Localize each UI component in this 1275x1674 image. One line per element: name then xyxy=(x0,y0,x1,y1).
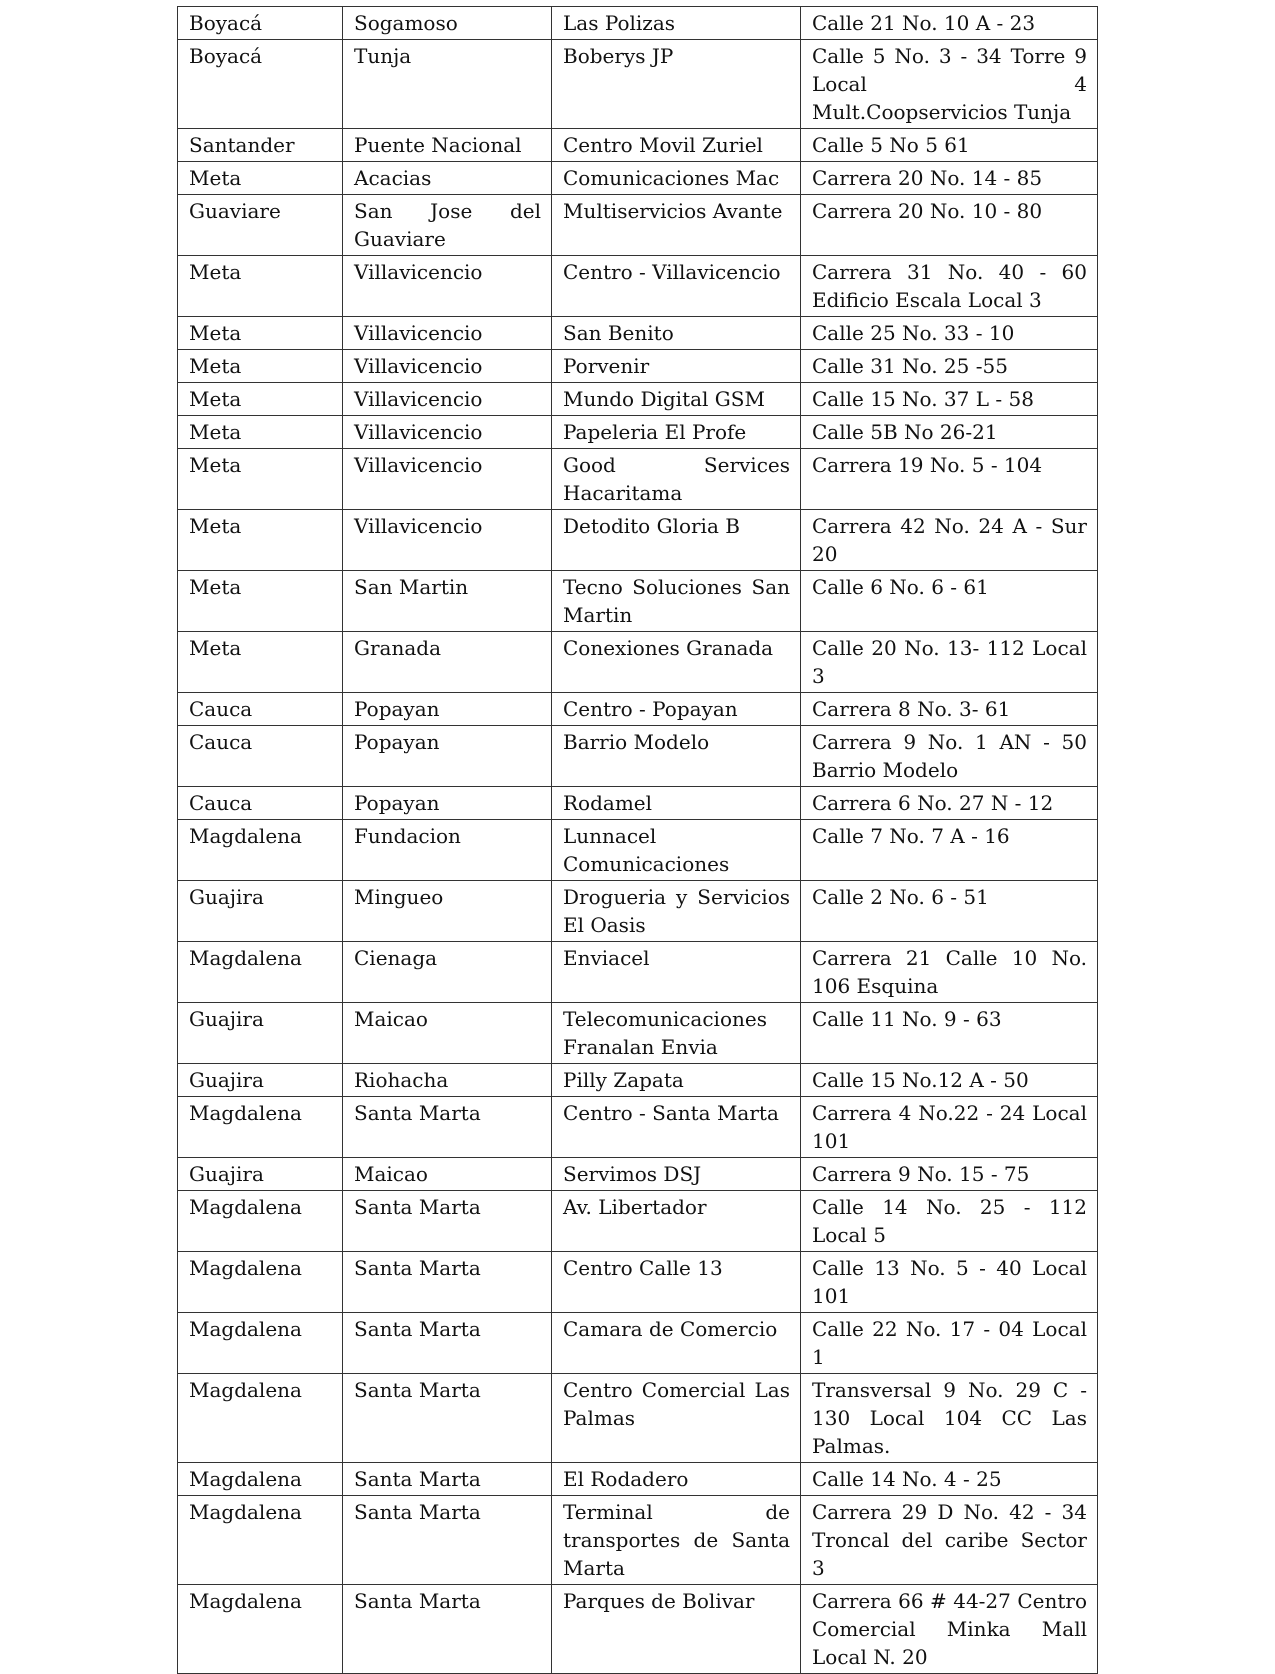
department-cell: Santander xyxy=(178,129,343,162)
city-cell: Villavicencio xyxy=(343,350,552,383)
table-row xyxy=(178,1374,1098,1463)
city-cell: Santa Marta xyxy=(343,1252,552,1313)
store-name-cell: Barrio Modelo xyxy=(552,726,801,787)
address-cell: Calle 15 No.12 A - 50 xyxy=(801,1064,1098,1097)
table-row xyxy=(178,726,1098,787)
city-cell: Villavicencio xyxy=(343,449,552,510)
address-cell: Calle 15 No. 37 L - 58 xyxy=(801,383,1098,416)
store-name-cell: Centro - Santa Marta xyxy=(552,1097,801,1158)
store-name-cell: Multiservicios Avante xyxy=(552,195,801,256)
store-name-cell: Lunnacel Comunicaciones xyxy=(552,820,801,881)
department-cell: Guajira xyxy=(178,1158,343,1191)
table-row xyxy=(178,1097,1098,1158)
store-name-cell: Good Services Hacaritama xyxy=(552,449,801,510)
city-cell: Villavicencio xyxy=(343,416,552,449)
address-cell: Carrera 66 # 44-27 Centro Comercial Minka Mall Local N. 20 xyxy=(801,1585,1098,1674)
store-name-cell: Centro Calle 13 xyxy=(552,1252,801,1313)
city-cell: Santa Marta xyxy=(343,1496,552,1585)
table-row xyxy=(178,162,1098,195)
city-cell: San Jose del Guaviare xyxy=(343,195,552,256)
address-cell: Carrera 19 No. 5 - 104 xyxy=(801,449,1098,510)
city-cell: Santa Marta xyxy=(343,1097,552,1158)
store-name-cell: Boberys JP xyxy=(552,40,801,129)
department-cell: Meta xyxy=(178,383,343,416)
city-cell: Maicao xyxy=(343,1003,552,1064)
address-cell: Transversal 9 No. 29 C - 130 Local 104 CC Las Palmas. xyxy=(801,1374,1098,1463)
store-name-cell: Mundo Digital GSM xyxy=(552,383,801,416)
department-cell: Magdalena xyxy=(178,1374,343,1463)
table-row xyxy=(178,1585,1098,1674)
table-row xyxy=(178,881,1098,942)
table-body xyxy=(178,7,1098,1674)
store-name-cell: San Benito xyxy=(552,317,801,350)
department-cell: Magdalena xyxy=(178,1252,343,1313)
locations-table xyxy=(177,6,1098,1674)
store-name-cell: Centro - Popayan xyxy=(552,693,801,726)
department-cell: Magdalena xyxy=(178,1191,343,1252)
address-cell: Carrera 21 Calle 10 No. 106 Esquina xyxy=(801,942,1098,1003)
address-cell: Calle 6 No. 6 - 61 xyxy=(801,571,1098,632)
table-row xyxy=(178,1064,1098,1097)
table-row xyxy=(178,1313,1098,1374)
city-cell: Santa Marta xyxy=(343,1191,552,1252)
store-name-cell: Drogueria y Servicios El Oasis xyxy=(552,881,801,942)
table-row xyxy=(178,449,1098,510)
city-cell: Tunja xyxy=(343,40,552,129)
store-name-cell: Centro - Villavicencio xyxy=(552,256,801,317)
table-row xyxy=(178,195,1098,256)
store-name-cell: Enviacel xyxy=(552,942,801,1003)
city-cell: Villavicencio xyxy=(343,256,552,317)
department-cell: Guaviare xyxy=(178,195,343,256)
table-row xyxy=(178,317,1098,350)
address-cell: Calle 5 No 5 61 xyxy=(801,129,1098,162)
table-row xyxy=(178,1463,1098,1496)
table-row xyxy=(178,632,1098,693)
city-cell: Fundacion xyxy=(343,820,552,881)
store-name-cell: Pilly Zapata xyxy=(552,1064,801,1097)
city-cell: Maicao xyxy=(343,1158,552,1191)
city-cell: Popayan xyxy=(343,726,552,787)
store-name-cell: Tecno Soluciones San Martin xyxy=(552,571,801,632)
store-name-cell: Papeleria El Profe xyxy=(552,416,801,449)
address-cell: Calle 22 No. 17 - 04 Local 1 xyxy=(801,1313,1098,1374)
department-cell: Guajira xyxy=(178,1064,343,1097)
table-row xyxy=(178,820,1098,881)
table-row xyxy=(178,787,1098,820)
store-name-cell: Rodamel xyxy=(552,787,801,820)
address-cell: Calle 20 No. 13- 112 Local 3 xyxy=(801,632,1098,693)
address-cell: Carrera 29 D No. 42 - 34 Troncal del caribe Sector 3 xyxy=(801,1496,1098,1585)
store-name-cell: Conexiones Granada xyxy=(552,632,801,693)
store-name-cell: Centro Movil Zuriel xyxy=(552,129,801,162)
store-name-cell: Av. Libertador xyxy=(552,1191,801,1252)
store-name-cell: Porvenir xyxy=(552,350,801,383)
city-cell: Popayan xyxy=(343,693,552,726)
department-cell: Boyacá xyxy=(178,40,343,129)
table-row xyxy=(178,7,1098,40)
department-cell: Meta xyxy=(178,256,343,317)
city-cell: Santa Marta xyxy=(343,1585,552,1674)
department-cell: Magdalena xyxy=(178,820,343,881)
department-cell: Boyacá xyxy=(178,7,343,40)
address-cell: Calle 21 No. 10 A - 23 xyxy=(801,7,1098,40)
store-name-cell: Las Polizas xyxy=(552,7,801,40)
store-name-cell: Parques de Bolivar xyxy=(552,1585,801,1674)
city-cell: Villavicencio xyxy=(343,383,552,416)
address-cell: Calle 2 No. 6 - 51 xyxy=(801,881,1098,942)
city-cell: Cienaga xyxy=(343,942,552,1003)
city-cell: Granada xyxy=(343,632,552,693)
department-cell: Magdalena xyxy=(178,1496,343,1585)
store-name-cell: Centro Comercial Las Palmas xyxy=(552,1374,801,1463)
address-cell: Carrera 9 No. 15 - 75 xyxy=(801,1158,1098,1191)
address-cell: Calle 7 No. 7 A - 16 xyxy=(801,820,1098,881)
address-cell: Calle 31 No. 25 -55 xyxy=(801,350,1098,383)
address-cell: Calle 5B No 26-21 xyxy=(801,416,1098,449)
department-cell: Magdalena xyxy=(178,1463,343,1496)
address-cell: Carrera 9 No. 1 AN - 50 Barrio Modelo xyxy=(801,726,1098,787)
city-cell: Villavicencio xyxy=(343,317,552,350)
table-row xyxy=(178,942,1098,1003)
address-cell: Calle 13 No. 5 - 40 Local 101 xyxy=(801,1252,1098,1313)
city-cell: Riohacha xyxy=(343,1064,552,1097)
store-name-cell: Servimos DSJ xyxy=(552,1158,801,1191)
department-cell: Cauca xyxy=(178,787,343,820)
department-cell: Magdalena xyxy=(178,1585,343,1674)
department-cell: Meta xyxy=(178,632,343,693)
city-cell: Santa Marta xyxy=(343,1463,552,1496)
address-cell: Carrera 31 No. 40 - 60 Edificio Escala Local 3 xyxy=(801,256,1098,317)
table-row xyxy=(178,383,1098,416)
table-row xyxy=(178,1191,1098,1252)
store-name-cell: Detodito Gloria B xyxy=(552,510,801,571)
table-row xyxy=(178,693,1098,726)
table-row xyxy=(178,350,1098,383)
department-cell: Magdalena xyxy=(178,942,343,1003)
address-cell: Carrera 20 No. 10 - 80 xyxy=(801,195,1098,256)
address-cell: Carrera 20 No. 14 - 85 xyxy=(801,162,1098,195)
address-cell: Calle 14 No. 4 - 25 xyxy=(801,1463,1098,1496)
department-cell: Magdalena xyxy=(178,1313,343,1374)
table-row xyxy=(178,1252,1098,1313)
department-cell: Meta xyxy=(178,571,343,632)
address-cell: Carrera 4 No.22 - 24 Local 101 xyxy=(801,1097,1098,1158)
city-cell: Santa Marta xyxy=(343,1374,552,1463)
address-cell: Calle 14 No. 25 - 112 Local 5 xyxy=(801,1191,1098,1252)
department-cell: Magdalena xyxy=(178,1097,343,1158)
table-row xyxy=(178,1158,1098,1191)
store-name-cell: Telecomunicaciones Franalan Envia xyxy=(552,1003,801,1064)
department-cell: Meta xyxy=(178,162,343,195)
store-name-cell: El Rodadero xyxy=(552,1463,801,1496)
department-cell: Guajira xyxy=(178,1003,343,1064)
address-cell: Carrera 8 No. 3- 61 xyxy=(801,693,1098,726)
department-cell: Meta xyxy=(178,350,343,383)
table-row xyxy=(178,129,1098,162)
table-row xyxy=(178,40,1098,129)
department-cell: Guajira xyxy=(178,881,343,942)
address-cell: Calle 11 No. 9 - 63 xyxy=(801,1003,1098,1064)
table-row xyxy=(178,510,1098,571)
table-row xyxy=(178,571,1098,632)
city-cell: San Martin xyxy=(343,571,552,632)
table-row xyxy=(178,256,1098,317)
department-cell: Meta xyxy=(178,449,343,510)
city-cell: Popayan xyxy=(343,787,552,820)
city-cell: Puente Nacional xyxy=(343,129,552,162)
city-cell: Acacias xyxy=(343,162,552,195)
department-cell: Meta xyxy=(178,510,343,571)
city-cell: Sogamoso xyxy=(343,7,552,40)
table-row xyxy=(178,1003,1098,1064)
city-cell: Santa Marta xyxy=(343,1313,552,1374)
city-cell: Villavicencio xyxy=(343,510,552,571)
address-cell: Carrera 42 No. 24 A - Sur 20 xyxy=(801,510,1098,571)
table-row xyxy=(178,416,1098,449)
address-cell: Calle 25 No. 33 - 10 xyxy=(801,317,1098,350)
department-cell: Cauca xyxy=(178,726,343,787)
address-cell: Carrera 6 No. 27 N - 12 xyxy=(801,787,1098,820)
store-name-cell: Camara de Comercio xyxy=(552,1313,801,1374)
store-name-cell: Terminal de transportes de Santa Marta xyxy=(552,1496,801,1585)
department-cell: Meta xyxy=(178,416,343,449)
department-cell: Cauca xyxy=(178,693,343,726)
store-name-cell: Comunicaciones Mac xyxy=(552,162,801,195)
address-cell: Calle 5 No. 3 - 34 Torre 9 Local 4 Mult.Coopservicios Tunja xyxy=(801,40,1098,129)
city-cell: Mingueo xyxy=(343,881,552,942)
table-row xyxy=(178,1496,1098,1585)
department-cell: Meta xyxy=(178,317,343,350)
